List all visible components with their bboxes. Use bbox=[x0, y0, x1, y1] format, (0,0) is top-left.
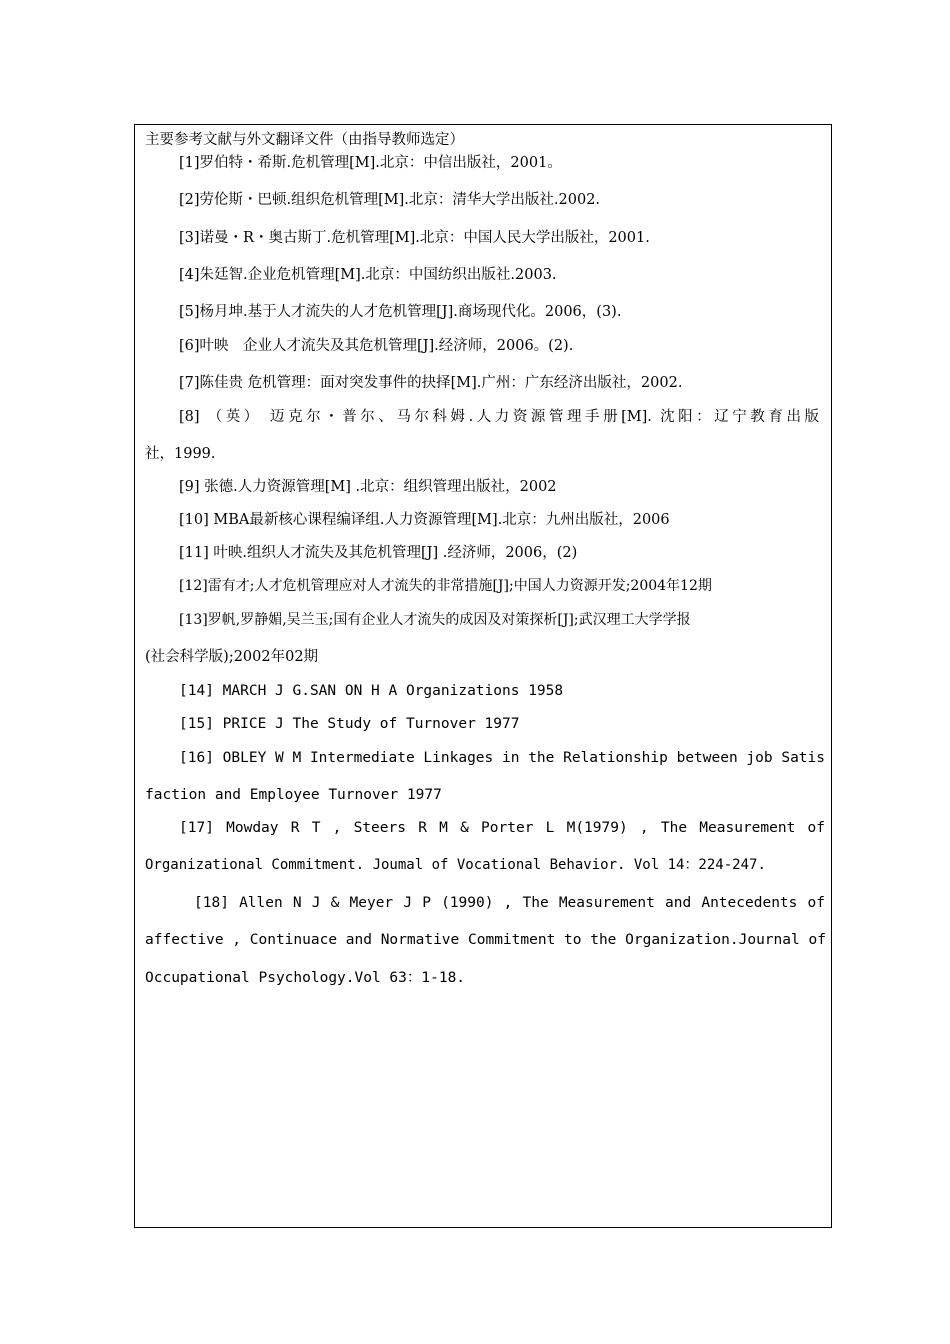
reference-6: [6]叶映 企业人才流失及其危机管理[J].经济师，2006。(2). bbox=[179, 338, 574, 354]
reference-18-text: [18] Allen N J & Meyer J P (1990) , The Measurement and Antecedents of bbox=[194, 895, 825, 911]
reference-12: [12]雷有才;人才危机管理应对人才流失的非常措施[J];中国人力资源开发;2004年12期 bbox=[179, 578, 712, 594]
section-heading: 主要参考文献与外文翻译文件（由指导教师选定） bbox=[145, 132, 464, 148]
reference-3: [3]诺曼・R・奥古斯丁.危机管理[M].北京：中国人民大学出版社，2001. bbox=[179, 230, 650, 246]
reference-9: [9] 张德.人力资源管理[M] .北京：组织管理出版社，2002 bbox=[179, 479, 557, 495]
reference-8-line-2: 社，1999. bbox=[145, 446, 216, 462]
reference-2: [2]劳伦斯・巴顿.组织危机管理[M].北京：清华大学出版社.2002. bbox=[179, 192, 601, 208]
reference-18-text-2: affective , Continuace and Normative Commitment to the Organization.Journal of bbox=[145, 932, 826, 948]
reference-4: [4]朱廷智.企业危机管理[M].北京：中国纺织出版社.2003. bbox=[179, 267, 557, 283]
reference-5: [5]杨月坤.基于人才流失的人才危机管理[J].商场现代化。2006，(3). bbox=[179, 304, 622, 320]
reference-14: [14] MARCH J G.SAN ON H A Organizations 1958 bbox=[179, 683, 564, 699]
reference-8-text: [8] （英） 迈克尔・普尔、马尔科姆.人力资源管理手册[M]. 沈阳：辽宁教育出版 bbox=[179, 409, 819, 425]
reference-17-line-1 bbox=[179, 819, 825, 837]
reference-13-line-2: (社会科学版);2002年02期 bbox=[145, 649, 319, 665]
reference-8-line-1 bbox=[179, 408, 819, 426]
reference-10: [10] MBA最新核心课程编译组.人力资源管理[M].北京：九州出版社，2006 bbox=[179, 512, 670, 528]
reference-16-line-1 bbox=[179, 749, 825, 767]
reference-13-line-1: [13]罗帆,罗静媚,吴兰玉;国有企业人才流失的成因及对策探析[J];武汉理工大学学报 bbox=[179, 612, 691, 628]
reference-18-line-1 bbox=[194, 894, 825, 912]
reference-11: [11] 叶映.组织人才流失及其危机管理[J] .经济师，2006，(2) bbox=[179, 545, 578, 561]
reference-15: [15] PRICE J The Study of Turnover 1977 bbox=[179, 716, 520, 732]
reference-17-text: [17] Mowday R T , Steers R M & Porter L M(1979) , The Measurement of bbox=[179, 820, 825, 836]
reference-17-line-2: Organizational Commitment. Joumal of Vocational Behavior. Vol 14：224-247. bbox=[145, 857, 766, 873]
reference-18-line-3: Occupational Psychology.Vol 63：1-18. bbox=[145, 970, 466, 986]
reference-7: [7]陈佳贵 危机管理：面对突发事件的抉择[M].广州：广东经济出版社，2002. bbox=[179, 375, 683, 391]
references-frame bbox=[134, 124, 832, 1228]
reference-16-text: [16] OBLEY W M Intermediate Linkages in the Relationship between job Satis bbox=[179, 750, 826, 766]
reference-1: [1]罗伯特・希斯.危机管理[M].北京：中信出版社，2001。 bbox=[179, 155, 562, 171]
reference-18-line-2 bbox=[145, 931, 825, 949]
reference-16-line-2: faction and Employee Turnover 1977 bbox=[145, 787, 442, 803]
